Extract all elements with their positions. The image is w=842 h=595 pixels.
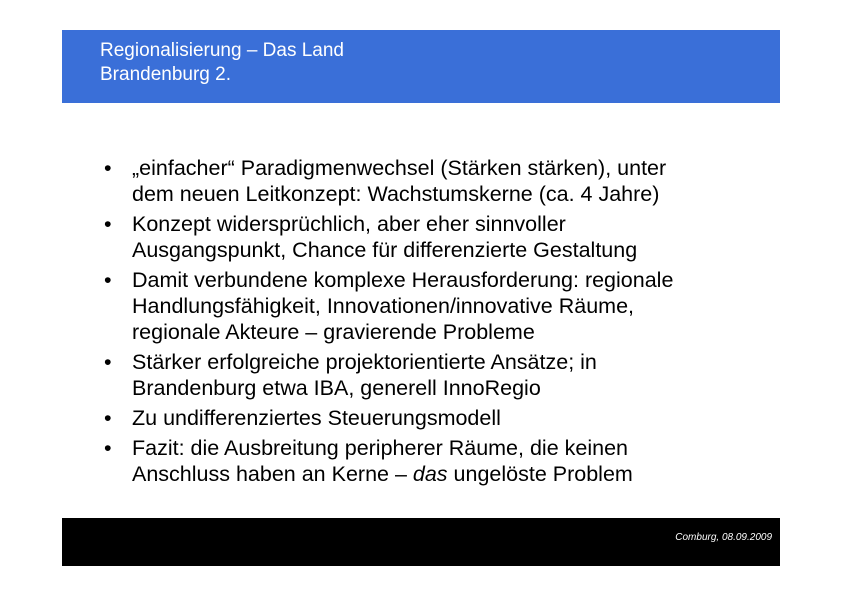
bullet-list <box>104 155 764 491</box>
bullet-icon: • <box>104 212 112 236</box>
bullet-text-segment: ungelöste Problem <box>447 462 633 486</box>
slide-title-line-2: Brandenburg 2. <box>100 64 231 85</box>
bullet-item <box>104 349 764 401</box>
footer-location-date: Comburg, 08.09.2009 <box>675 532 772 543</box>
bullet-text-segment: Anschluss haben an Kerne – <box>132 462 413 486</box>
bullet-item <box>104 155 764 207</box>
footer-bar <box>62 518 780 566</box>
bullet-text-emphasis: das <box>412 462 448 486</box>
bullet-text-line: Damit verbundene komplexe Herausforderung: regionale <box>132 268 674 292</box>
bullet-text-line: regionale Akteure – gravierende Probleme <box>132 320 535 344</box>
bullet-text-line <box>132 461 764 487</box>
bullet-text-line: „einfacher“ Paradigmenwechsel (Stärken stärken), unter <box>132 156 667 180</box>
slide-title <box>100 39 344 87</box>
bullet-text-line: Brandenburg etwa IBA, generell InnoRegio <box>132 376 541 400</box>
bullet-icon: • <box>104 350 112 374</box>
bullet-icon: • <box>104 436 112 460</box>
bullet-text-line: Ausgangspunkt, Chance für differenzierte Gestaltung <box>132 238 638 262</box>
title-bar <box>62 30 780 103</box>
bullet-icon: • <box>104 406 112 430</box>
bullet-icon: • <box>104 156 112 180</box>
bullet-item <box>104 211 764 263</box>
bullet-item <box>104 435 764 487</box>
bullet-text-line: Zu undifferenziertes Steuerungsmodell <box>132 406 501 430</box>
bullet-text-line: Handlungsfähigkeit, Innovationen/innovative Räume, <box>132 294 634 318</box>
bullet-icon: • <box>104 268 112 292</box>
bullet-text-line: Fazit: die Ausbreitung peripherer Räume, die keinen <box>132 436 628 460</box>
bullet-item <box>104 405 764 431</box>
slide-title-line-1: Regionalisierung – Das Land <box>100 40 344 61</box>
bullet-text-line: dem neuen Leitkonzept: Wachstumskerne (ca. 4 Jahre) <box>132 182 660 206</box>
bullet-text-line: Stärker erfolgreiche projektorientierte Ansätze; in <box>132 350 597 374</box>
bullet-text-line: Konzept widersprüchlich, aber eher sinnvoller <box>132 212 566 236</box>
bullet-item <box>104 267 764 345</box>
